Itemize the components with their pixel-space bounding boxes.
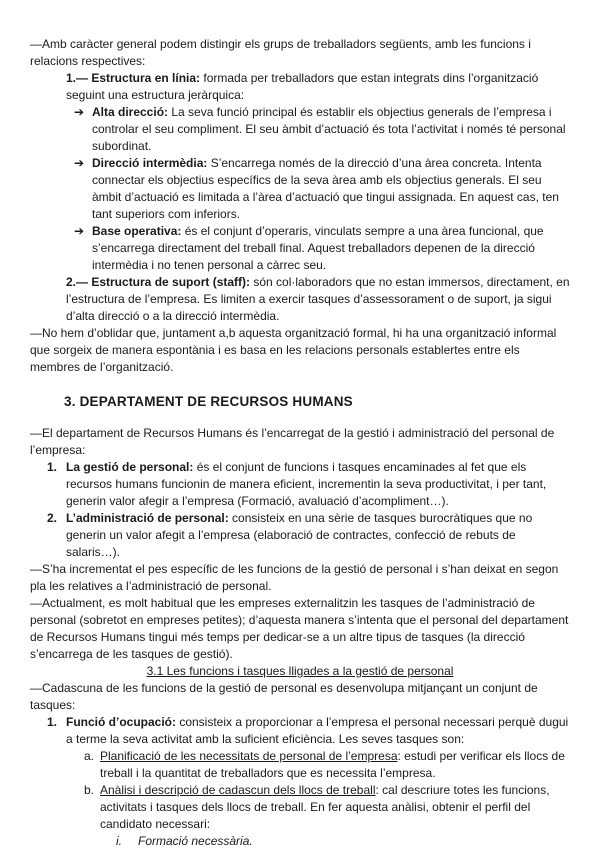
weight-paragraph: —S’ha incrementat el pes específic de les funcions de la gestió de personal i s’han deixat en segon pla les relatives a l’administració de personal. — [30, 562, 559, 593]
item-roman: i. — [116, 834, 122, 848]
hr-department-paragraph: —El departament de Recursos Humans és l’encarregat de la gestió i administració del personal de l’empresa: — [30, 426, 555, 457]
item-text: consisteix en una sèrie de tasques burocràtiques que no generin un valor afegit a l’empresa (elaboració de contractes, confecció de rebuts de salaris…). — [66, 511, 533, 559]
numbered-item — [30, 510, 570, 561]
item-number: 1. — [47, 460, 58, 474]
item-text: : estudi per verificar els llocs de treball i la quantitat de treballadors que es necessita l’empresa. — [100, 749, 565, 780]
structure-line-text: formada per treballadors que estan integrats dins l’organització seguint una estructura jeràrquica: — [66, 71, 539, 102]
item-text: és el conjunt de funcions i tasques encaminades al fet que els recursos humans funcionin de manera eficient, incrementin la seva productivitat, i per tant, generin valor afegir a l’empresa (Formació, avaluació d’acompliment…). — [66, 460, 547, 508]
item-text: : cal descriure totes les funcions, activitats i tasques dels llocs de treball. En fer aquesta anàlisi, obtenir el perfil del candidato necessari: — [100, 783, 550, 831]
lettered-item — [30, 782, 570, 833]
item-letter: b. — [84, 783, 95, 797]
bullet-text: S’encarrega només de la direcció d’una àrea concreta. Intenta connectar els objectius específics de la seva àrea amb els objectius generals. El seu àmbit d’actuació es limitada a l’àrea d’actuació que tingui assignada. En aquest cas, ten tant superiors com inferiors. — [92, 156, 559, 221]
structure-support-paragraph — [30, 274, 570, 325]
structure-support-text: són col·laboradors que no estan immersos, directament, en l’estructura de l’empresa. Es limiten a exercir tasques d’assessorament o de suport, ja sigui d’alta direcció o a la direcció intermèdia. — [66, 275, 570, 323]
bullet-base-operativa — [30, 223, 570, 274]
numbered-item — [30, 459, 570, 510]
item-text: consisteix a proporcionar a l’empresa el personal necessari perquè dugui a terme la seva activitat amb la suficient eficiència. Les seves tasques son: — [66, 715, 569, 746]
bullet-text: La seva funció principal és establir els objectius generals de l’empresa i controlar el seu compliment. El seu àmbit d’actuació és tota l’activitat i només té personal subordinat. — [92, 105, 566, 153]
item-title: Anàlisi i descripció de cadascun dels llocs de treball — [100, 783, 376, 797]
structure-support-title: 2.— Estructura de suport (staff): — [66, 275, 251, 289]
bullet-title: Direcció intermèdia: — [92, 156, 208, 170]
outsourcing-paragraph: —Actualment, es molt habitual que les empreses externalitzin les tasques de l’administració de personal (sobretot en empreses petites); d’aquesta manera s’intenta que el personal del departament de Recursos Humans tingui més temps per dedicar-se a un altre tipus de tasques (la direcció s’encarrega de les tasques de gestió). — [30, 596, 569, 661]
arrow-icon: ➔ — [74, 224, 85, 238]
item-title: Planificació de les necessitats de personal de l’empresa — [100, 749, 398, 763]
item-title: L’administració de personal: — [66, 511, 229, 525]
item-text: Formació necessària. — [138, 834, 253, 848]
item-number: 2. — [47, 511, 58, 525]
section-heading: 3. DEPARTAMENT DE RECURSOS HUMANS — [64, 394, 353, 409]
informal-organization-paragraph: —No hem d’oblidar que, juntament a,b aquesta organització formal, hi ha una organització informal que sorgeix de manera espontània i es basa en les relacions personals establertes entre els membres de l’organització. — [30, 326, 557, 374]
bullet-direccio-intermedia — [30, 155, 570, 223]
arrow-icon: ➔ — [74, 156, 85, 170]
subsection-heading: 3.1 Les funcions i tasques lligades a la gestió de personal — [146, 664, 454, 678]
bullet-text: és el conjunt d’operaris, vinculats sempre a una àrea funcional, que s’encarrega directament del treball final. Aquest treballadors depenen de la direcció intermèdia i no tenen personal a càrrec seu. — [92, 224, 544, 272]
item-letter: a. — [84, 749, 95, 763]
numbered-item — [30, 714, 570, 748]
bullet-title: Base operativa: — [92, 224, 182, 238]
arrow-icon: ➔ — [74, 105, 85, 119]
item-title: La gestió de personal: — [66, 460, 194, 474]
functions-paragraph: —Cadascuna de les funcions de la gestió de personal es desenvolupa mitjançant un conjunt de tasques: — [30, 681, 538, 712]
structure-line-title: 1.— Estructura en línia: — [66, 71, 201, 85]
lettered-item — [30, 748, 570, 782]
item-number: 1. — [47, 715, 58, 729]
bullet-title: Alta direcció: — [92, 105, 169, 119]
bullet-alta-direccio — [30, 104, 570, 155]
item-title: Funció d’ocupació: — [66, 715, 176, 729]
roman-item — [30, 833, 570, 850]
structure-line-paragraph — [30, 70, 570, 104]
document-page — [30, 36, 570, 850]
intro-paragraph: —Amb caràcter general podem distingir els grups de treballadors següents, amb les funcions i relacions respectives: — [30, 37, 531, 68]
